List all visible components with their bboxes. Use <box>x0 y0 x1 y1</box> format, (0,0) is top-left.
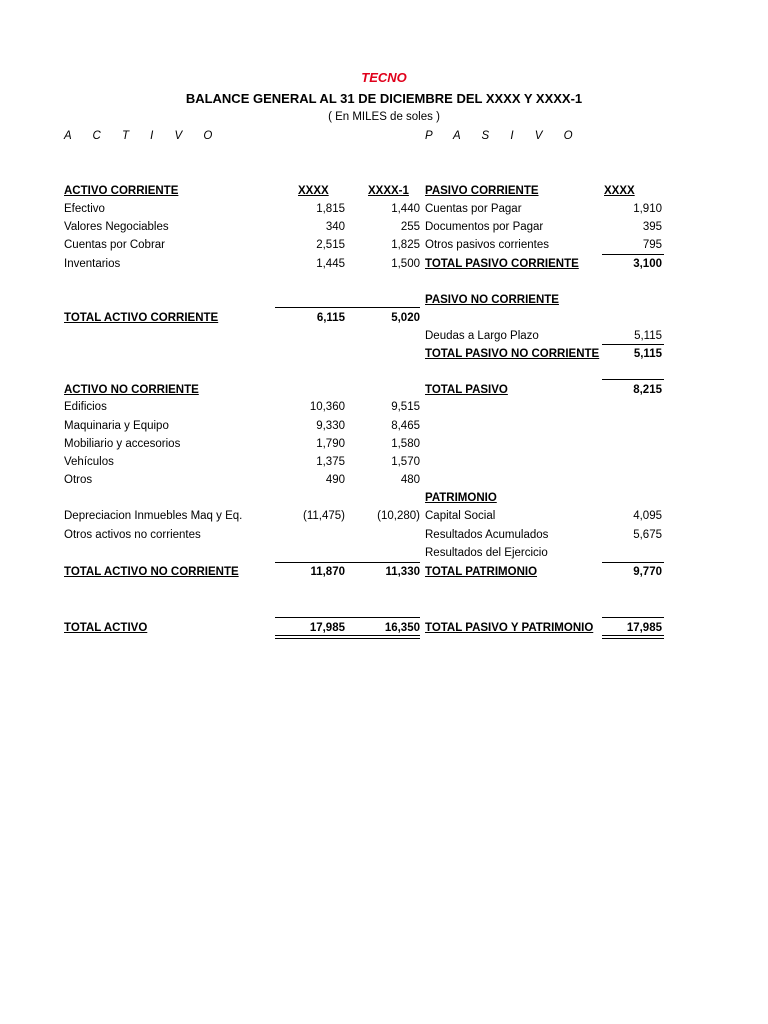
total-pasivo-corriente-label: TOTAL PASIVO CORRIENTE <box>425 258 579 270</box>
total-pasivo-patrimonio-v1: 17,985 <box>626 622 662 634</box>
total-rule-top <box>275 617 420 618</box>
patrimonio-row-v1: 5,675 <box>633 529 662 541</box>
report-subtitle: ( En MILES de soles ) <box>328 111 440 123</box>
activo-no-corriente-row-v2: 8,465 <box>391 420 420 432</box>
pasivo-no-corriente-row-label: Deudas a Largo Plazo <box>425 330 539 342</box>
activo-corriente-row-v1: 1,815 <box>316 203 345 215</box>
total-activo-v2: 16,350 <box>384 622 420 634</box>
patrimonio-row-label: Resultados del Ejercicio <box>425 547 548 559</box>
activo-corriente-row-v2: 1,440 <box>391 203 420 215</box>
activo-no-corriente-row-v1: 10,360 <box>309 401 345 413</box>
total-activo-corriente-label: TOTAL ACTIVO CORRIENTE <box>64 312 219 324</box>
subtotal-rule <box>602 254 664 255</box>
activo-corriente-row-v1: 1,445 <box>316 258 345 270</box>
activo-corriente-header: ACTIVO CORRIENTE <box>64 185 179 197</box>
activo-no-corriente-row-label: Edificios <box>64 401 107 413</box>
subtotal-rule <box>275 562 420 563</box>
patrimonio-row-v1: 4,095 <box>633 510 662 522</box>
activo-no-corriente-row-v1: 1,375 <box>316 456 345 468</box>
total-patrimonio-label: TOTAL PATRIMONIO <box>425 566 538 578</box>
activo-no-corriente-row-v1: 1,790 <box>316 438 345 450</box>
pasivo-corriente-row-label: Otros pasivos corrientes <box>425 239 549 251</box>
activo-no-corriente-row-label: Otros activos no corrientes <box>64 529 201 541</box>
activo-no-corriente-row-label: Maquinaria y Equipo <box>64 420 169 432</box>
pasivo-corriente-header: PASIVO CORRIENTE <box>425 185 539 197</box>
total-patrimonio-v1: 9,770 <box>633 566 662 578</box>
patrimonio-row-label: Capital Social <box>425 510 496 522</box>
patrimonio-row-label: Resultados Acumulados <box>425 529 549 541</box>
activo-corriente-row-label: Cuentas por Cobrar <box>64 239 165 251</box>
activo-no-corriente-row-v2: (10,280) <box>377 510 420 522</box>
activo-no-corriente-row-v2: 480 <box>400 474 420 486</box>
activo-heading: A C T I V O <box>64 130 222 142</box>
activo-corriente-row-v2: 1,500 <box>391 258 420 270</box>
pasivo-corriente-row-v1: 1,910 <box>633 203 662 215</box>
activo-no-corriente-row-label: Otros <box>64 474 93 486</box>
total-double-rule <box>275 635 420 639</box>
subtotal-rule <box>275 307 420 308</box>
activo-no-corriente-row-v2: 1,580 <box>391 438 420 450</box>
total-rule-top <box>602 617 664 618</box>
report-title: BALANCE GENERAL AL 31 DE DICIEMBRE DEL XXXX Y XXXX-1 <box>185 91 583 106</box>
pasivo-corriente-row-label: Documentos por Pagar <box>425 221 544 233</box>
total-activo-corriente-v1: 6,115 <box>316 312 345 324</box>
subtotal-rule <box>602 379 664 380</box>
total-activo-v1: 17,985 <box>309 622 345 634</box>
subtotal-rule <box>602 344 664 345</box>
activo-corriente-row-v1: 340 <box>325 221 345 233</box>
subtotal-rule <box>602 562 664 563</box>
total-pasivo-label: TOTAL PASIVO <box>425 384 508 396</box>
total-pasivo-v1: 8,215 <box>633 384 662 396</box>
pasivo-corriente-row-label: Cuentas por Pagar <box>425 203 522 215</box>
activo-corriente-row-label: Efectivo <box>64 203 105 215</box>
activo-corriente-row-v1: 2,515 <box>316 239 345 251</box>
activo-no-corriente-row-v1: 490 <box>325 474 345 486</box>
activo-col2-header: XXXX-1 <box>368 185 409 197</box>
activo-corriente-row-label: Valores Negociables <box>64 221 169 233</box>
activo-no-corriente-row-label: Depreciacion Inmuebles Maq y Eq. <box>64 510 243 522</box>
activo-col1-header: XXXX <box>298 185 329 197</box>
activo-corriente-row-v2: 255 <box>400 221 420 233</box>
total-pasivo-no-corriente-v1: 5,115 <box>633 348 662 360</box>
total-pasivo-patrimonio-label: TOTAL PASIVO Y PATRIMONIO <box>425 622 594 634</box>
total-activo-no-corriente-label: TOTAL ACTIVO NO CORRIENTE <box>64 566 239 578</box>
activo-no-corriente-row-label: Vehículos <box>64 456 114 468</box>
activo-no-corriente-row-v2: 1,570 <box>391 456 420 468</box>
pasivo-no-corriente-header: PASIVO NO CORRIENTE <box>425 294 559 306</box>
total-activo-no-corriente-v1: 11,870 <box>310 566 345 578</box>
activo-corriente-row-v2: 1,825 <box>391 239 420 251</box>
pasivo-no-corriente-row-v1: 5,115 <box>634 330 662 342</box>
patrimonio-header: PATRIMONIO <box>425 492 497 504</box>
pasivo-corriente-row-v1: 395 <box>642 221 662 233</box>
activo-no-corriente-row-v1: 9,330 <box>316 420 345 432</box>
total-activo-corriente-v2: 5,020 <box>391 312 420 324</box>
total-activo-no-corriente-v2: 11,330 <box>385 566 420 578</box>
activo-corriente-row-label: Inventarios <box>64 258 121 270</box>
activo-no-corriente-row-v2: 9,515 <box>391 401 420 413</box>
total-double-rule <box>602 635 664 639</box>
pasivo-heading: P A S I V O <box>425 130 582 142</box>
pasivo-col1-header: XXXX <box>604 185 635 197</box>
total-activo-label: TOTAL ACTIVO <box>64 622 148 634</box>
pasivo-corriente-row-v1: 795 <box>642 239 662 251</box>
total-pasivo-no-corriente-label: TOTAL PASIVO NO CORRIENTE <box>425 348 600 360</box>
total-pasivo-corriente-v1: 3,100 <box>633 258 662 270</box>
activo-no-corriente-row-v1: (11,475) <box>303 510 345 522</box>
company-name: TECNO <box>361 70 407 85</box>
activo-no-corriente-row-label: Mobiliario y accesorios <box>64 438 181 450</box>
activo-no-corriente-header: ACTIVO NO CORRIENTE <box>64 384 199 396</box>
